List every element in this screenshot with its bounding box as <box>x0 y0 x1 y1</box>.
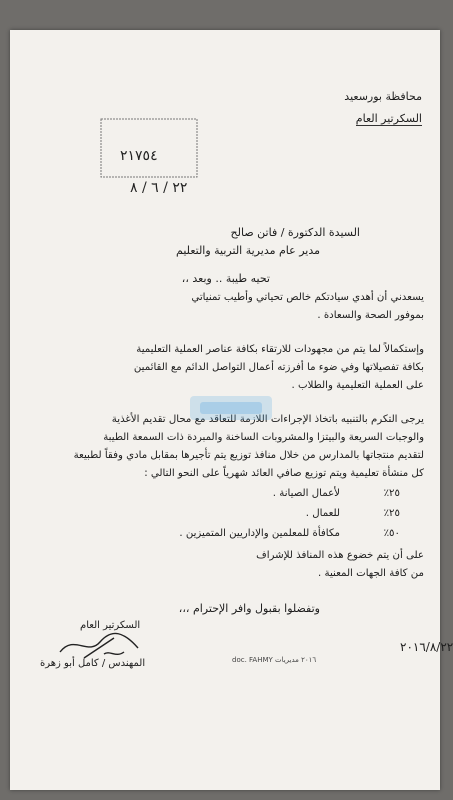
recipient-title: مدير عام مديرية التربية والتعليم <box>176 244 320 257</box>
body-line: على العملية التعليمية والطلاب . <box>291 380 424 391</box>
distribution-item: ٢٥٪للعمال . <box>305 508 400 519</box>
incoming-stamp <box>100 118 198 196</box>
body-line: يرجى التكرم بالتنبيه باتخاذ الإجراءات اللازمة للتعاقد مع محال تقديم الأغذية <box>111 414 424 425</box>
distribution-item: ٢٥٪لأعمال الصيانة . <box>272 488 400 499</box>
distribution-item: ٥٠٪مكافأة للمعلمين والإداريين المتميزين . <box>179 528 400 539</box>
governorate-header: محافظة بورسعيد <box>344 90 422 103</box>
body-line: بكافة تفصيلاتها وفي ضوء ما أفرزته أعمال التواصل الدائم مع القائمين <box>133 362 424 373</box>
body-line: يسعدني أن أهدي سيادتكم خالص تحياتي وأطيب تمنياتي <box>191 292 424 303</box>
secretary-header: السكرتير العام <box>355 112 422 125</box>
handwritten-signature <box>54 628 150 662</box>
greeting: تحيه طيبة .. وبعد ،، <box>181 272 270 285</box>
stamp-number: ٢١٧٥٤ <box>120 148 158 164</box>
stamp-date: ٢٢ / ٦ / ٨ <box>130 180 188 196</box>
body-line: على أن يتم خضوع هذه المنافذ للإشراف <box>256 550 424 561</box>
recipient-name: السيدة الدكتورة / فاتن صالح <box>230 226 360 239</box>
signature-name: المهندس / كامل أبو زهرة <box>40 658 146 669</box>
footer-code: doc. FAHMY ٢٠١٦ مديريات <box>232 656 317 664</box>
watermark-logo <box>186 390 276 426</box>
body-line: من كافة الجهات المعنية . <box>318 568 424 579</box>
signature-title: السكرتير العام <box>80 620 141 631</box>
body-line: لتقديم منتجاتها بالمدارس من خلال منافذ توزيع يتم تأجيرها بمقابل مادي وفقاً لطبيعة <box>73 450 424 461</box>
body-line: وإستكمالاً لما يتم من مجهودات للارتقاء بكافة عناصر العملية التعليمية <box>136 344 424 355</box>
closing-line: وتفضلوا بقبول وافر الإحترام ،،، <box>178 602 320 615</box>
letter-page <box>10 30 453 790</box>
document-date: ٢٠١٦/٨/٢٢ <box>400 640 453 654</box>
body-line: والوجبات السريعة والبيتزا والمشروبات الساخنة والمبردة ذات السمعة الطيبة <box>103 432 424 443</box>
body-line: بموفور الصحة والسعادة . <box>317 310 424 321</box>
body-line: كل منشأة تعليمية ويتم توزيع صافي العائد شهرياً على النحو التالي : <box>144 468 424 479</box>
